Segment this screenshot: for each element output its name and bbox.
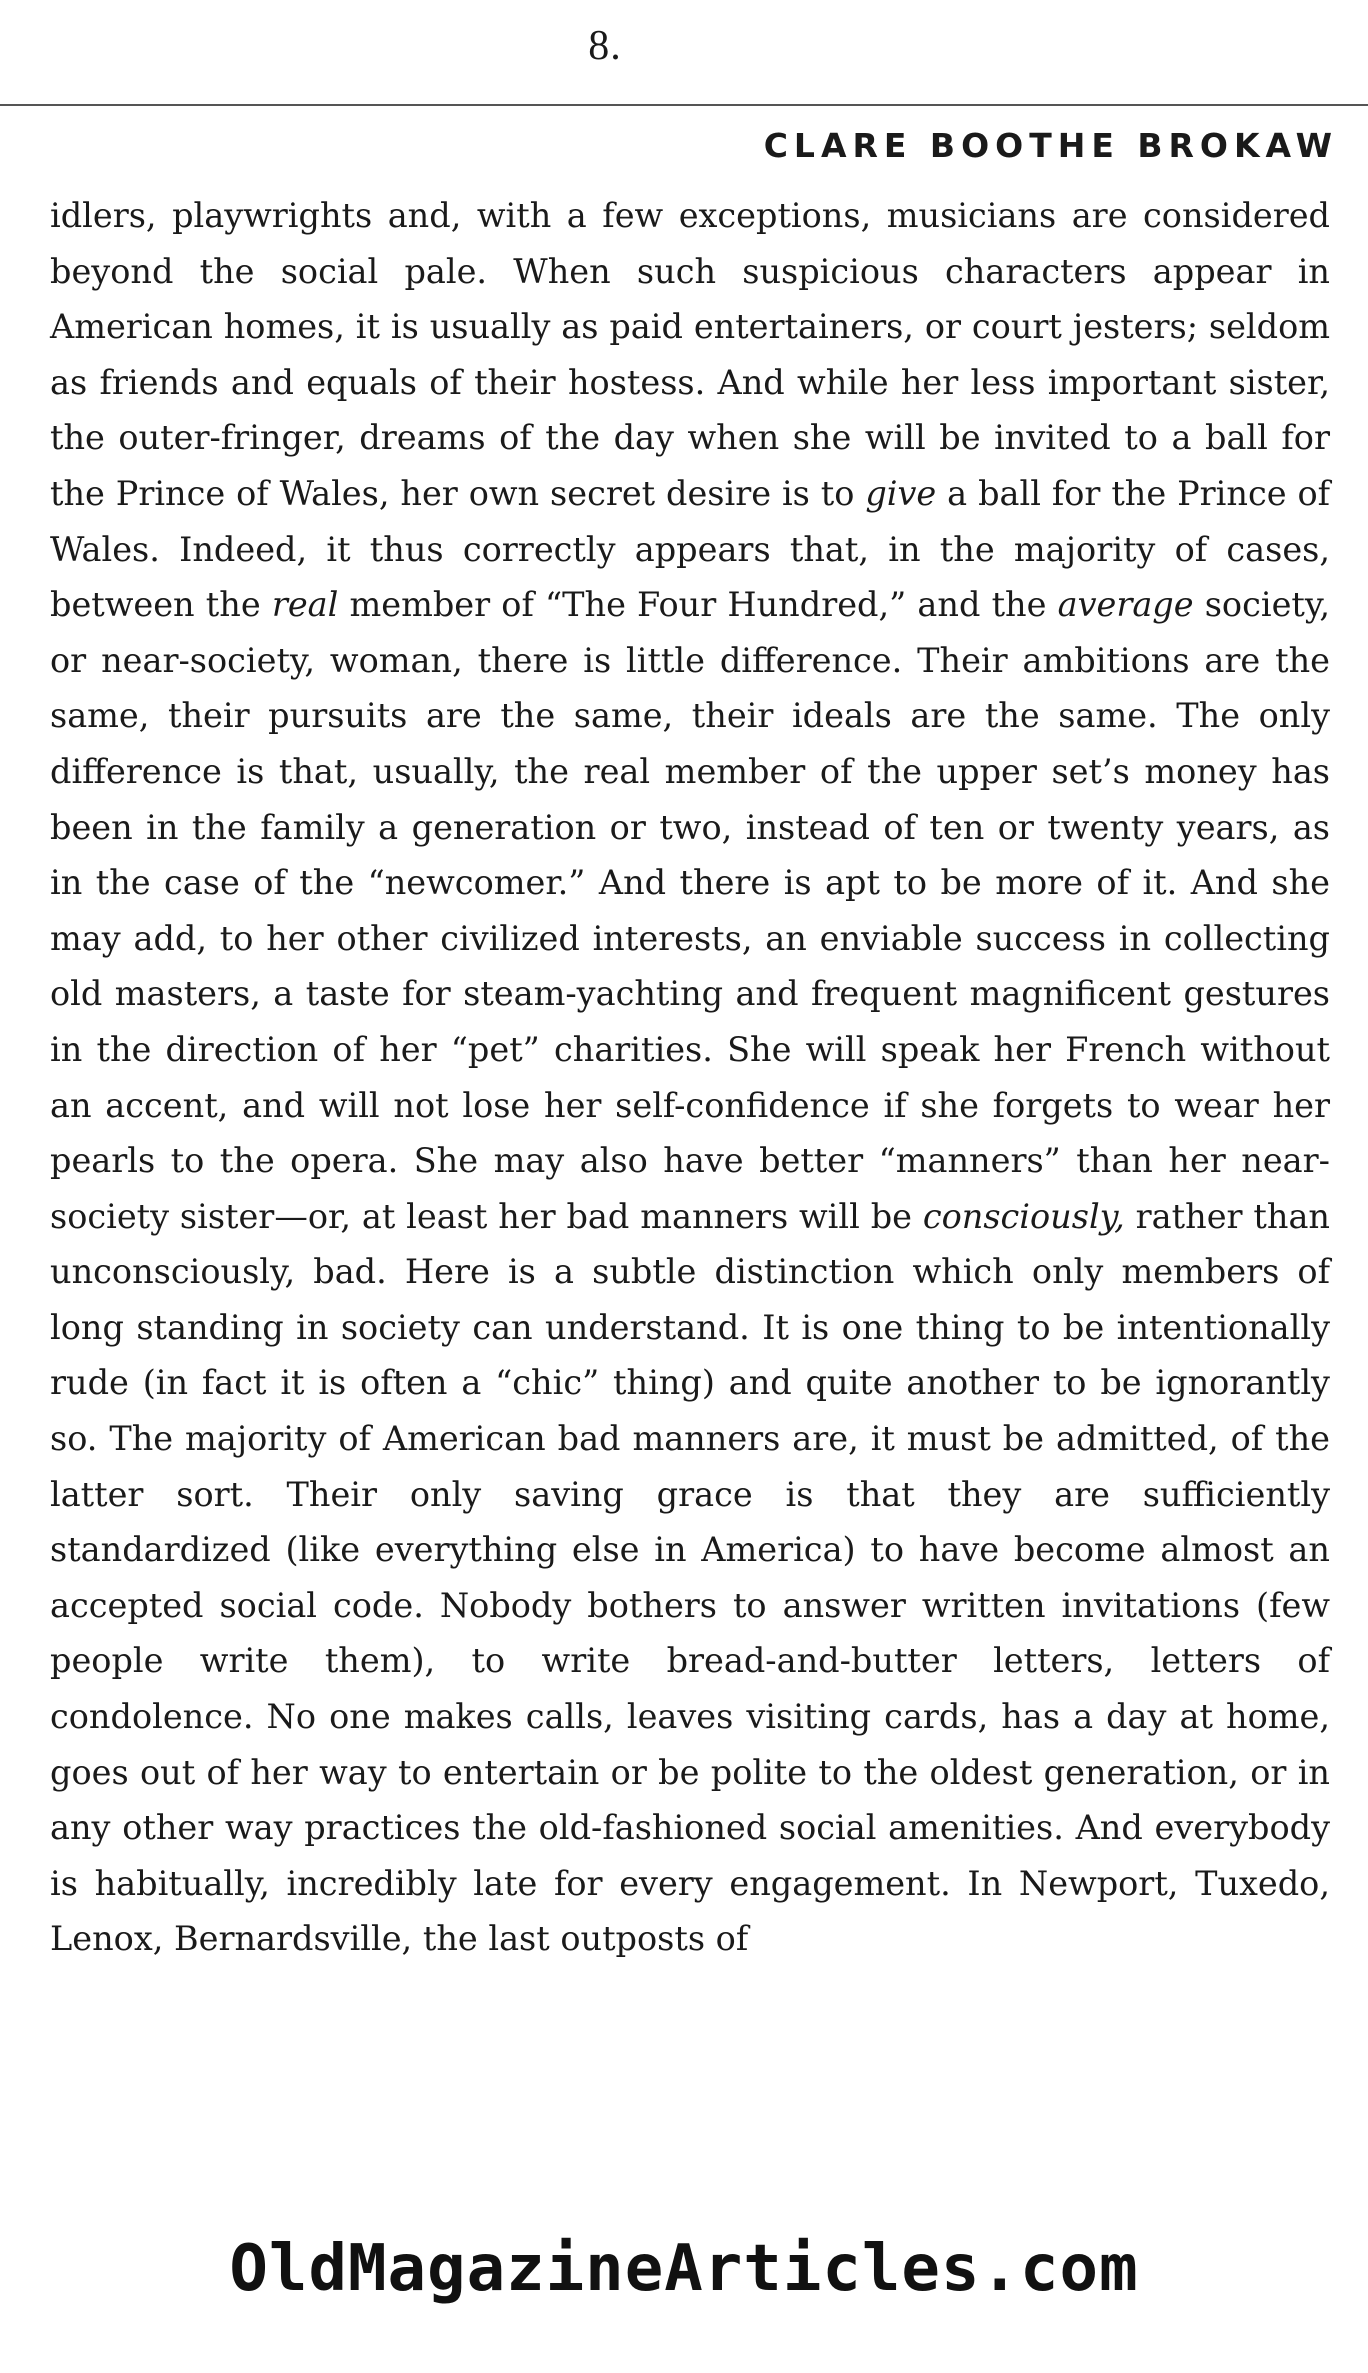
emphasis-real: real	[271, 585, 339, 625]
emphasis-average: average	[1057, 585, 1194, 625]
body-segment: rather than unconsciously, bad. Here is a subtle distinction which only members of long standing in society can understand. It is one thing to be intentionally rude (in fact it is often a “chic” thing) and quite another to be ignorantly so. The majority of American bad manners are, it must be admitted, of the latter sort. Their only saving grace is that they are sufficiently standardized (like everything else in America) to have become almost an accepted social code. Nobody bothers to answer written invitations (few people write them), to write bread-and-butter letters, letters of condolence. No one makes calls, leaves visiting cards, has a day at home, goes out of her way to entertain or be polite to the oldest generation, or in any other way practices the old-fashioned social amenities. And everybody is habitually, incredibly late for every engagement. In Newport, Tuxedo, Lenox, Bernardsville, the last outposts of	[50, 1196, 1330, 1959]
article-body	[50, 188, 1330, 1967]
body-segment: a ball for the Prince of Wales. Indeed, it thus correctly appears that, in the majority of cases, between the	[50, 473, 1331, 625]
page-number: 8.	[588, 23, 622, 69]
site-watermark: OldMagazineArticles.com	[229, 2232, 1139, 2306]
header-rule	[0, 104, 1368, 106]
emphasis-consciously: consciously,	[922, 1196, 1125, 1236]
body-segment: idlers, playwrights and, with a few exceptions, musicians are considered beyond the social pale. When such suspicious characters appear in American homes, it is usually as paid entertainers, or court jesters; seldom as friends and equals of their hostess. And while her less important sister, the outer-fringer, dreams of the day when she will be invited to a ball for the Prince of Wales, her own secret desire is to	[50, 196, 1330, 513]
running-head: CLARE BOOTHE BROKAW	[763, 126, 1338, 165]
emphasis-give: give	[865, 473, 937, 513]
body-segment: member of “The Four Hundred,” and the	[338, 585, 1058, 625]
body-segment: society, or near-society, woman, there is little difference. Their ambitions are the same, their pursuits are the same, their ideals are the same. The only difference is that, usually, the real member of the upper set’s money has been in the family a generation or two, instead of ten or twenty years, as in the case of the “newcomer.” And there is apt to be more of it. And she may add, to her other civilized interests, an enviable success in collecting old masters, a taste for steam-yachting and frequent magnificent gestures in the direction of her “pet” charities. She will speak her French without an accent, and will not lose her self-confidence if she forgets to wear her pearls to the opera. She may also have better “manners” than her near-society sister—or, at least her bad manners will be	[50, 585, 1330, 1236]
